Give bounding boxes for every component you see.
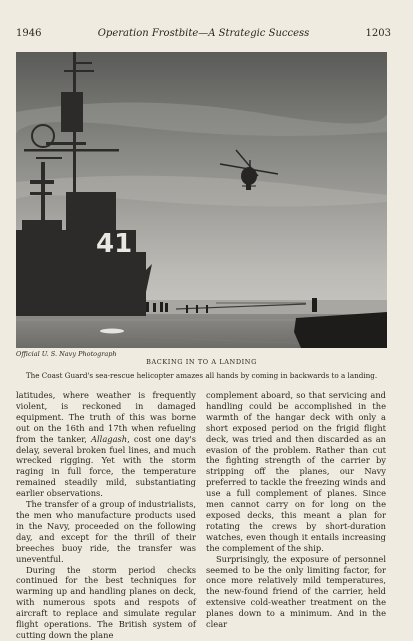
page-number-left: 1946 bbox=[16, 28, 42, 39]
paragraph: complement aboard, so that servicing and handling could be accomplished in the warmth of the hangar deck with only a short exposed period on the frigid flight deck, was tried and then discarded as an evasion of the problem. Rather than cut the fighting strength of the carrier by stripping off the planes, our Navy preferred to tackle the freezing winds and use a full complement of planes. Since men cannot carry on for long on the exposed decks, this meant a plan for rotating the crews by short-duration watches, even though it entails increasing the complement of the ship. bbox=[206, 390, 386, 553]
hull-number: 41 bbox=[96, 229, 133, 259]
paragraph: latitudes, where weather is frequently violent, is reckoned in damaged equipment. The truth of this was borne out on the 16th and 17th when refueling from the tanker, Allagash, cost one day's delay, several broken fuel lines, and much wrecked rigging. Yet with the storm raging in full force, the temperature remained steadily mild, substantiating earlier observations. bbox=[16, 390, 196, 499]
parked-aircraft bbox=[294, 312, 387, 348]
caption-heading: BACKING IN TO A LANDING bbox=[146, 358, 257, 366]
caption-text: The Coast Guard's sea-rescue helicopter amazes all hands by coming in backwards to a landing. bbox=[25, 371, 378, 380]
page-number-right: 1203 bbox=[365, 28, 391, 39]
photo-credit: Official U. S. Navy Photograph bbox=[16, 350, 117, 358]
body-column-right bbox=[206, 390, 386, 630]
running-title: Operation Frostbite—A Strategic Success bbox=[97, 28, 310, 39]
paragraph: During the storm period checks continued for the best techniques for warming up and handling planes on deck, with numerous spots and respots of aircraft to replace and simulate regular flight operations. The British system of cutting down the plane bbox=[16, 564, 196, 640]
deck-marking bbox=[100, 329, 124, 334]
photo-illustration bbox=[16, 52, 387, 348]
body-column-left bbox=[16, 390, 196, 641]
paragraph: The transfer of a group of industrialists, the men who manufacture products used in the Navy, proceeded on the following day, and except for the thrill of their breeches buoy ride, the transfer was uneventful. bbox=[16, 499, 196, 564]
ship-name: Allagash bbox=[91, 433, 128, 444]
running-header bbox=[16, 28, 391, 42]
paragraph: Surprisingly, the exposure of personnel seemed to be the only limiting factor, for once more relatively mild temperatures, the new-found friend of the carrier, held extensive cold-weather treatment on the planes down to a minimum. And in the clear bbox=[206, 553, 386, 630]
carrier-helicopter-photo bbox=[16, 52, 387, 348]
